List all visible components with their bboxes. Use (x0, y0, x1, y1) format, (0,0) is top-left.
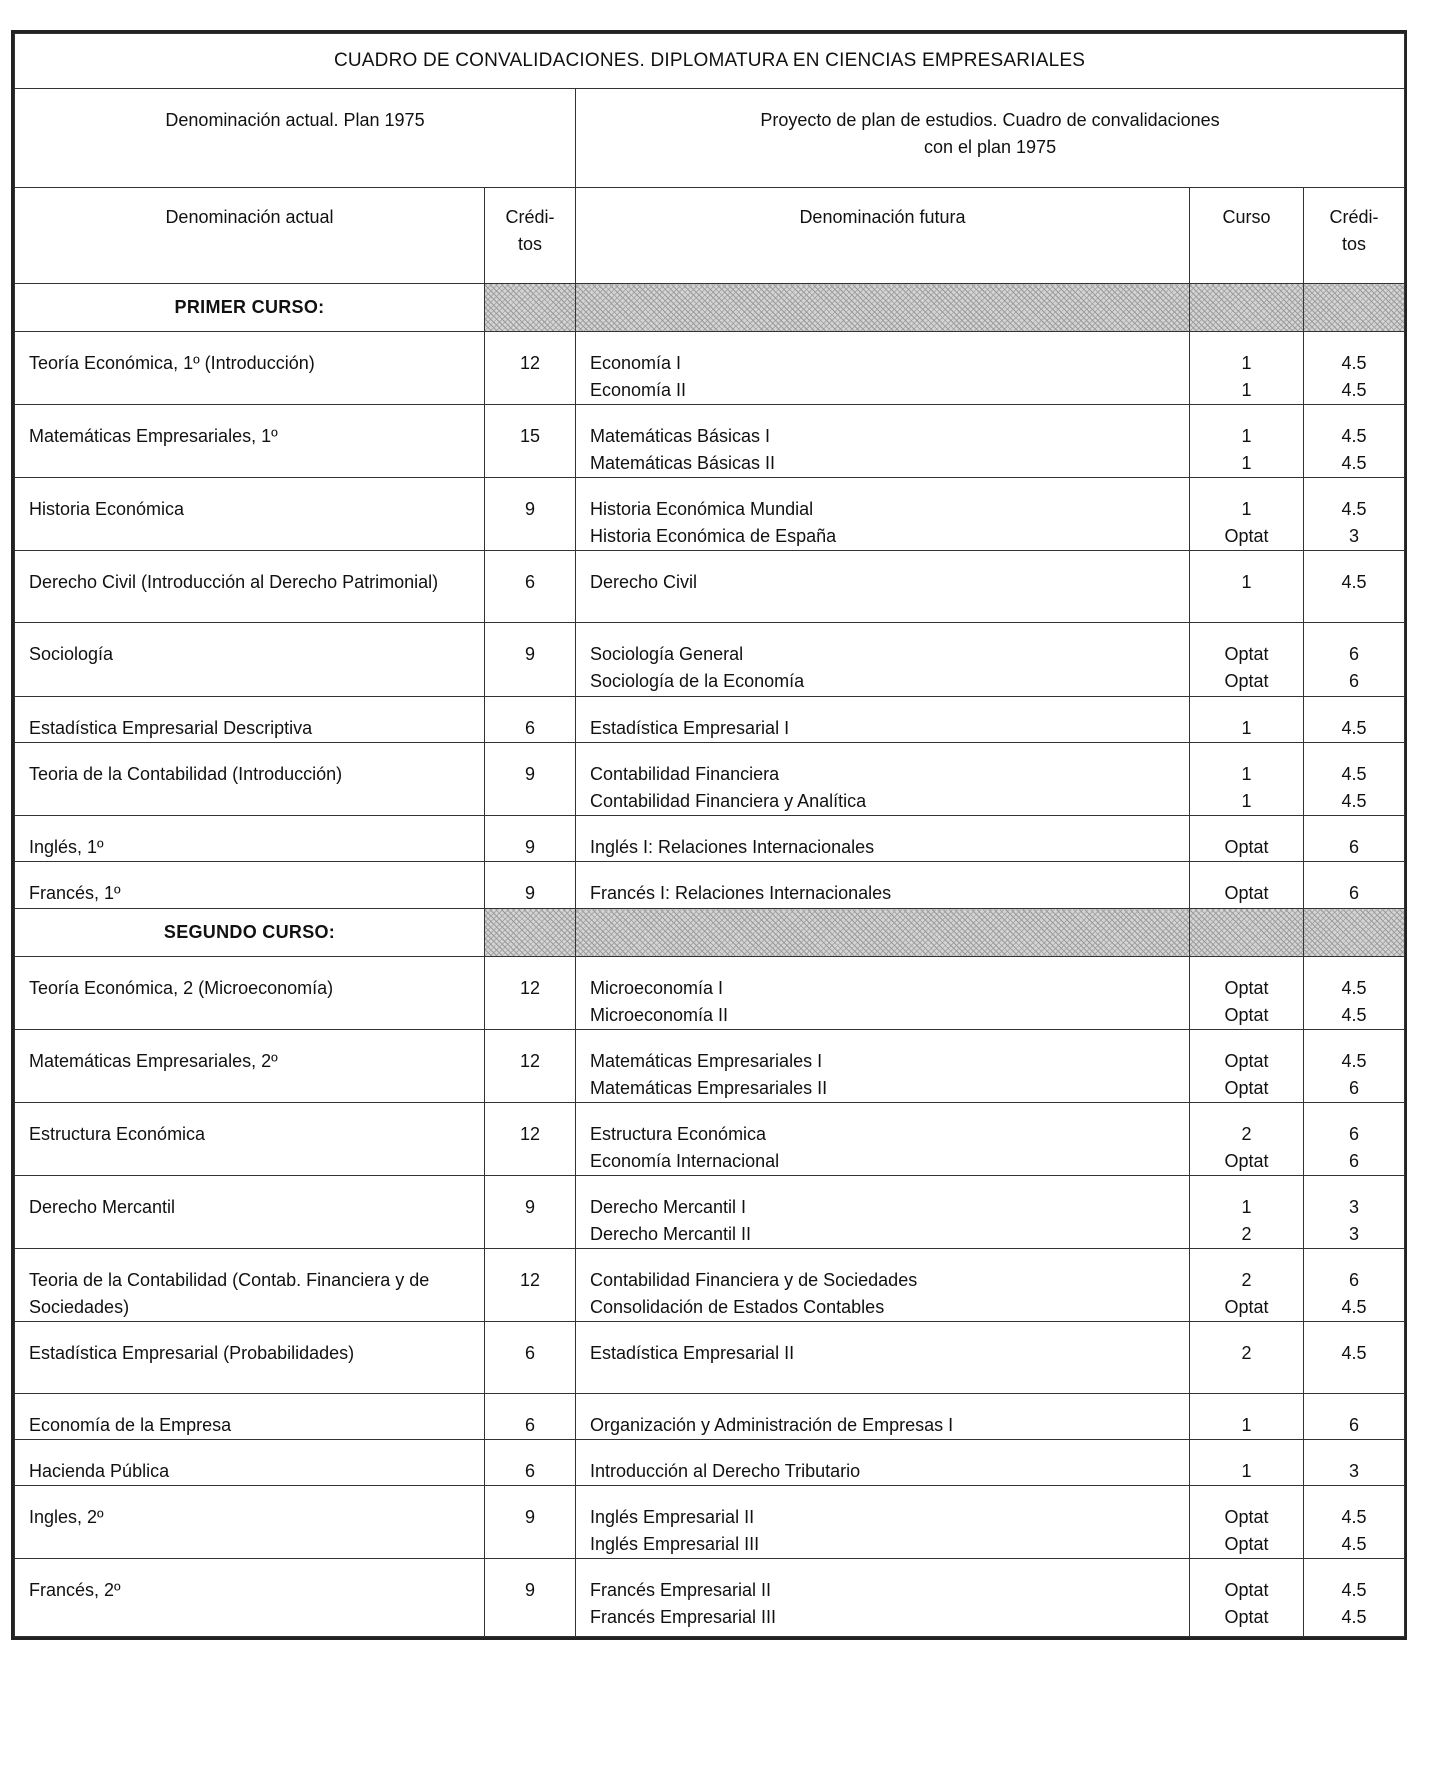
actual-subject: Hacienda Pública (29, 1461, 170, 1481)
actual-subject: Inglés, 1º (29, 837, 104, 857)
table-row (15, 1486, 1405, 1559)
cell-curso (1190, 1249, 1304, 1322)
cell-futura (576, 1440, 1190, 1486)
cell-actual (15, 1176, 485, 1249)
table-row (15, 405, 1405, 478)
left-group-header: Denominación actual. Plan 1975 (15, 89, 576, 188)
cell-futura (576, 551, 1190, 623)
cell-curso (1190, 862, 1304, 909)
cell-creditos-actual: 6 (485, 1440, 576, 1486)
creditos-value: 4.5 (1341, 426, 1367, 446)
cell-curso (1190, 1440, 1304, 1486)
cell-curso (1190, 697, 1304, 743)
column-header-creditos-futura-line1: Crédi- (1329, 207, 1379, 227)
future-subject: Derecho Mercantil II (590, 1224, 752, 1244)
cell-futura (576, 1249, 1190, 1322)
cell-futura (576, 1030, 1190, 1103)
cell-futura (576, 862, 1190, 909)
cell-creditos-futura (1304, 1030, 1405, 1103)
future-subject: Inglés Empresarial III (590, 1534, 760, 1554)
cell-creditos-futura (1304, 1103, 1405, 1176)
cell-creditos-actual: 9 (485, 478, 576, 551)
cell-futura (576, 816, 1190, 862)
cell-creditos-futura (1304, 623, 1405, 697)
cell-creditos-actual: 9 (485, 1559, 576, 1637)
column-header-creditos-actual-line2: tos (517, 234, 542, 254)
cell-creditos-actual: 9 (485, 1176, 576, 1249)
actual-subject: Estructura Económica (29, 1124, 206, 1144)
column-header-actual: Denominación actual (15, 188, 485, 284)
cell-actual (15, 1030, 485, 1103)
actual-subject: Teoria de la Contabilidad (Contab. Financiera y de Sociedades) (29, 1270, 430, 1317)
actual-subject: Teoria de la Contabilidad (Introducción) (29, 764, 343, 784)
cell-actual (15, 862, 485, 909)
future-subject: Francés Empresarial III (590, 1607, 777, 1627)
right-group-header-line2: con el plan 1975 (923, 137, 1057, 157)
curso-value: Optat (1224, 883, 1269, 903)
cell-curso (1190, 1176, 1304, 1249)
creditos-value: 4.5 (1341, 791, 1367, 811)
table-row (15, 957, 1405, 1030)
creditos-value: 4.5 (1341, 1005, 1367, 1025)
curso-value: Optat (1224, 837, 1269, 857)
cell-creditos-actual: 6 (485, 1394, 576, 1440)
column-header-creditos-futura-line2: tos (1342, 234, 1367, 254)
future-subject: Matemáticas Empresariales II (590, 1078, 828, 1098)
cell-creditos-actual: 12 (485, 1249, 576, 1322)
curso-value: Optat (1224, 1507, 1269, 1527)
future-subject: Historia Económica Mundial (590, 499, 814, 519)
creditos-value: 4.5 (1341, 353, 1367, 373)
table-row (15, 1249, 1405, 1322)
curso-value: 1 (1241, 791, 1252, 811)
cell-curso (1190, 1559, 1304, 1637)
creditos-value: 6 (1349, 1078, 1360, 1098)
cell-creditos-actual: 12 (485, 1103, 576, 1176)
table-row (15, 1103, 1405, 1176)
shaded-cell (1190, 284, 1304, 332)
curso-value: 2 (1241, 1224, 1252, 1244)
creditos-value: 3 (1349, 1461, 1360, 1481)
curso-value: 1 (1241, 764, 1252, 784)
future-subject: Microeconomía I (590, 978, 724, 998)
curso-value: 1 (1241, 453, 1252, 473)
table-row (15, 862, 1405, 909)
cell-creditos-actual: 9 (485, 816, 576, 862)
cell-creditos-futura (1304, 1440, 1405, 1486)
cell-actual (15, 623, 485, 697)
curso-value: Optat (1224, 644, 1269, 664)
creditos-value: 4.5 (1341, 978, 1367, 998)
cell-futura (576, 405, 1190, 478)
cell-creditos-futura (1304, 1249, 1405, 1322)
cell-actual (15, 1249, 485, 1322)
cell-futura (576, 1103, 1190, 1176)
creditos-value: 3 (1349, 1197, 1360, 1217)
cell-curso (1190, 743, 1304, 816)
cell-curso (1190, 957, 1304, 1030)
future-subject: Estadística Empresarial I (590, 718, 790, 738)
cell-futura (576, 1394, 1190, 1440)
cell-actual (15, 1103, 485, 1176)
cell-creditos-actual: 9 (485, 862, 576, 909)
actual-subject: Ingles, 2º (29, 1507, 104, 1527)
table-row (15, 551, 1405, 623)
future-subject: Contabilidad Financiera y Analítica (590, 791, 867, 811)
table-row (15, 816, 1405, 862)
cell-creditos-actual: 15 (485, 405, 576, 478)
table-row (15, 332, 1405, 405)
cell-creditos-actual: 6 (485, 1322, 576, 1394)
column-header-creditos-actual-line1: Crédi- (505, 207, 555, 227)
cell-creditos-futura (1304, 1486, 1405, 1559)
cell-creditos-actual: 9 (485, 1486, 576, 1559)
shaded-cell (485, 284, 576, 332)
curso-value: Optat (1224, 526, 1269, 546)
curso-value: Optat (1224, 1297, 1269, 1317)
creditos-value: 6 (1349, 644, 1360, 664)
curso-value: 1 (1241, 718, 1252, 738)
future-subject: Introducción al Derecho Tributario (590, 1461, 861, 1481)
future-subject: Matemáticas Básicas II (590, 453, 776, 473)
curso-value: 1 (1241, 1415, 1252, 1435)
future-subject: Economía II (590, 380, 687, 400)
actual-subject: Estadística Empresarial Descriptiva (29, 718, 313, 738)
table-row (15, 1176, 1405, 1249)
cell-curso (1190, 1030, 1304, 1103)
cell-futura (576, 332, 1190, 405)
table-body (15, 284, 1405, 1637)
curso-value: Optat (1224, 1051, 1269, 1071)
cell-curso (1190, 816, 1304, 862)
future-subject: Estadística Empresarial II (590, 1343, 795, 1363)
cell-creditos-futura (1304, 957, 1405, 1030)
cell-creditos-futura (1304, 697, 1405, 743)
cell-creditos-futura (1304, 743, 1405, 816)
creditos-value: 4.5 (1341, 1534, 1367, 1554)
curso-value: 1 (1241, 1197, 1252, 1217)
future-subject: Francés Empresarial II (590, 1580, 772, 1600)
curso-value: 1 (1241, 353, 1252, 373)
future-subject: Organización y Administración de Empresas I (590, 1415, 954, 1435)
cell-actual (15, 816, 485, 862)
right-group-header-line1: Proyecto de plan de estudios. Cuadro de convalidaciones (760, 110, 1220, 130)
cell-creditos-futura (1304, 332, 1405, 405)
shaded-cell (576, 284, 1190, 332)
table-row (15, 623, 1405, 697)
cell-creditos-futura (1304, 478, 1405, 551)
convalidation-document (11, 30, 1407, 1640)
column-header-futura: Denominación futura (576, 188, 1190, 284)
cell-actual (15, 1559, 485, 1637)
future-subject: Inglés Empresarial II (590, 1507, 755, 1527)
cell-futura (576, 743, 1190, 816)
table-row (15, 697, 1405, 743)
cell-actual (15, 957, 485, 1030)
curso-value: 1 (1241, 1461, 1252, 1481)
column-header-creditos-actual (485, 188, 576, 284)
cell-futura (576, 1322, 1190, 1394)
cell-actual (15, 1440, 485, 1486)
cell-creditos-futura (1304, 1394, 1405, 1440)
table-row (15, 1030, 1405, 1103)
cell-actual (15, 1394, 485, 1440)
section-header-row (15, 909, 1405, 957)
cell-creditos-actual: 9 (485, 623, 576, 697)
curso-value: Optat (1224, 978, 1269, 998)
future-subject: Consolidación de Estados Contables (590, 1297, 885, 1317)
cell-curso (1190, 551, 1304, 623)
future-subject: Derecho Civil (590, 572, 698, 592)
table-row (15, 1394, 1405, 1440)
future-subject: Economía Internacional (590, 1151, 780, 1171)
column-header-curso: Curso (1190, 188, 1304, 284)
cell-actual (15, 1322, 485, 1394)
curso-value: 2 (1241, 1343, 1252, 1363)
cell-creditos-futura (1304, 1322, 1405, 1394)
creditos-value: 4.5 (1341, 380, 1367, 400)
cell-creditos-futura (1304, 405, 1405, 478)
curso-value: Optat (1224, 1534, 1269, 1554)
creditos-value: 4.5 (1341, 718, 1367, 738)
section-label: PRIMER CURSO: (15, 284, 485, 332)
curso-value: Optat (1224, 1580, 1269, 1600)
curso-value: Optat (1224, 1607, 1269, 1627)
curso-value: 1 (1241, 426, 1252, 446)
shaded-cell (1304, 284, 1405, 332)
future-subject: Sociología General (590, 644, 744, 664)
cell-futura (576, 623, 1190, 697)
creditos-value: 4.5 (1341, 764, 1367, 784)
cell-creditos-actual: 12 (485, 957, 576, 1030)
actual-subject: Teoría Económica, 2 (Microeconomía) (29, 978, 334, 998)
cell-curso (1190, 405, 1304, 478)
table-row (15, 743, 1405, 816)
actual-subject: Historia Económica (29, 499, 185, 519)
future-subject: Microeconomía II (590, 1005, 729, 1025)
actual-subject: Francés, 1º (29, 883, 121, 903)
table-row (15, 1559, 1405, 1637)
cell-curso (1190, 332, 1304, 405)
creditos-value: 4.5 (1341, 1343, 1367, 1363)
section-label: SEGUNDO CURSO: (15, 909, 485, 957)
cell-creditos-actual: 12 (485, 1030, 576, 1103)
creditos-value: 3 (1349, 526, 1360, 546)
actual-subject: Teoría Económica, 1º (Introducción) (29, 353, 315, 373)
cell-creditos-futura (1304, 551, 1405, 623)
cell-creditos-actual: 12 (485, 332, 576, 405)
curso-value: Optat (1224, 671, 1269, 691)
cell-futura (576, 697, 1190, 743)
future-subject: Matemáticas Empresariales I (590, 1051, 823, 1071)
cell-creditos-futura (1304, 1176, 1405, 1249)
shaded-cell (576, 909, 1190, 957)
creditos-value: 6 (1349, 1270, 1360, 1290)
creditos-value: 4.5 (1341, 453, 1367, 473)
actual-subject: Derecho Civil (Introducción al Derecho Patrimonial) (29, 572, 439, 592)
future-subject: Contabilidad Financiera y de Sociedades (590, 1270, 918, 1290)
creditos-value: 4.5 (1341, 1607, 1367, 1627)
cell-creditos-futura (1304, 862, 1405, 909)
creditos-value: 6 (1349, 1415, 1360, 1435)
table-row (15, 1440, 1405, 1486)
actual-subject: Matemáticas Empresariales, 2º (29, 1051, 278, 1071)
actual-subject: Economía de la Empresa (29, 1415, 232, 1435)
creditos-value: 6 (1349, 837, 1360, 857)
curso-value: Optat (1224, 1078, 1269, 1098)
cell-actual (15, 405, 485, 478)
curso-value: 1 (1241, 572, 1252, 592)
cell-futura (576, 957, 1190, 1030)
curso-value: Optat (1224, 1151, 1269, 1171)
cell-actual (15, 1486, 485, 1559)
cell-futura (576, 1176, 1190, 1249)
curso-value: 1 (1241, 380, 1252, 400)
future-subject: Derecho Mercantil I (590, 1197, 747, 1217)
creditos-value: 4.5 (1341, 499, 1367, 519)
cell-actual (15, 551, 485, 623)
cell-actual (15, 478, 485, 551)
cell-curso (1190, 1394, 1304, 1440)
table-title: CUADRO DE CONVALIDACIONES. DIPLOMATURA EN CIENCIAS EMPRESARIALES (15, 34, 1405, 89)
table-row (15, 478, 1405, 551)
cell-futura (576, 1559, 1190, 1637)
future-subject: Contabilidad Financiera (590, 764, 780, 784)
creditos-value: 4.5 (1341, 1580, 1367, 1600)
creditos-value: 3 (1349, 1224, 1360, 1244)
cell-futura (576, 478, 1190, 551)
actual-subject: Estadística Empresarial (Probabilidades) (29, 1343, 355, 1363)
creditos-value: 4.5 (1341, 1051, 1367, 1071)
right-group-header (576, 89, 1405, 188)
cell-curso (1190, 1486, 1304, 1559)
future-subject: Francés I: Relaciones Internacionales (590, 883, 892, 903)
cell-curso (1190, 1103, 1304, 1176)
actual-subject: Matemáticas Empresariales, 1º (29, 426, 278, 446)
shaded-cell (1190, 909, 1304, 957)
future-subject: Estructura Económica (590, 1124, 767, 1144)
shaded-cell (485, 909, 576, 957)
future-subject: Sociología de la Economía (590, 671, 805, 691)
creditos-value: 4.5 (1341, 572, 1367, 592)
actual-subject: Derecho Mercantil (29, 1197, 176, 1217)
shaded-cell (1304, 909, 1405, 957)
cell-curso (1190, 1322, 1304, 1394)
creditos-value: 4.5 (1341, 1507, 1367, 1527)
actual-subject: Francés, 2º (29, 1580, 121, 1600)
cell-actual (15, 697, 485, 743)
cell-futura (576, 1486, 1190, 1559)
cell-creditos-futura (1304, 1559, 1405, 1637)
future-subject: Economía I (590, 353, 682, 373)
future-subject: Inglés I: Relaciones Internacionales (590, 837, 875, 857)
creditos-value: 4.5 (1341, 1297, 1367, 1317)
table-row (15, 1322, 1405, 1394)
creditos-value: 6 (1349, 883, 1360, 903)
future-subject: Matemáticas Básicas I (590, 426, 771, 446)
cell-creditos-futura (1304, 816, 1405, 862)
cell-creditos-actual: 9 (485, 743, 576, 816)
section-header-row (15, 284, 1405, 332)
cell-creditos-actual: 6 (485, 697, 576, 743)
curso-value: 2 (1241, 1124, 1252, 1144)
column-header-creditos-futura (1304, 188, 1405, 284)
curso-value: 1 (1241, 499, 1252, 519)
curso-value: 2 (1241, 1270, 1252, 1290)
cell-curso (1190, 478, 1304, 551)
creditos-value: 6 (1349, 1151, 1360, 1171)
future-subject: Historia Económica de España (590, 526, 837, 546)
convalidation-table (14, 33, 1405, 1637)
actual-subject: Sociología (29, 644, 114, 664)
curso-value: Optat (1224, 1005, 1269, 1025)
creditos-value: 6 (1349, 1124, 1360, 1144)
creditos-value: 6 (1349, 671, 1360, 691)
cell-actual (15, 743, 485, 816)
cell-actual (15, 332, 485, 405)
cell-creditos-actual: 6 (485, 551, 576, 623)
cell-curso (1190, 623, 1304, 697)
